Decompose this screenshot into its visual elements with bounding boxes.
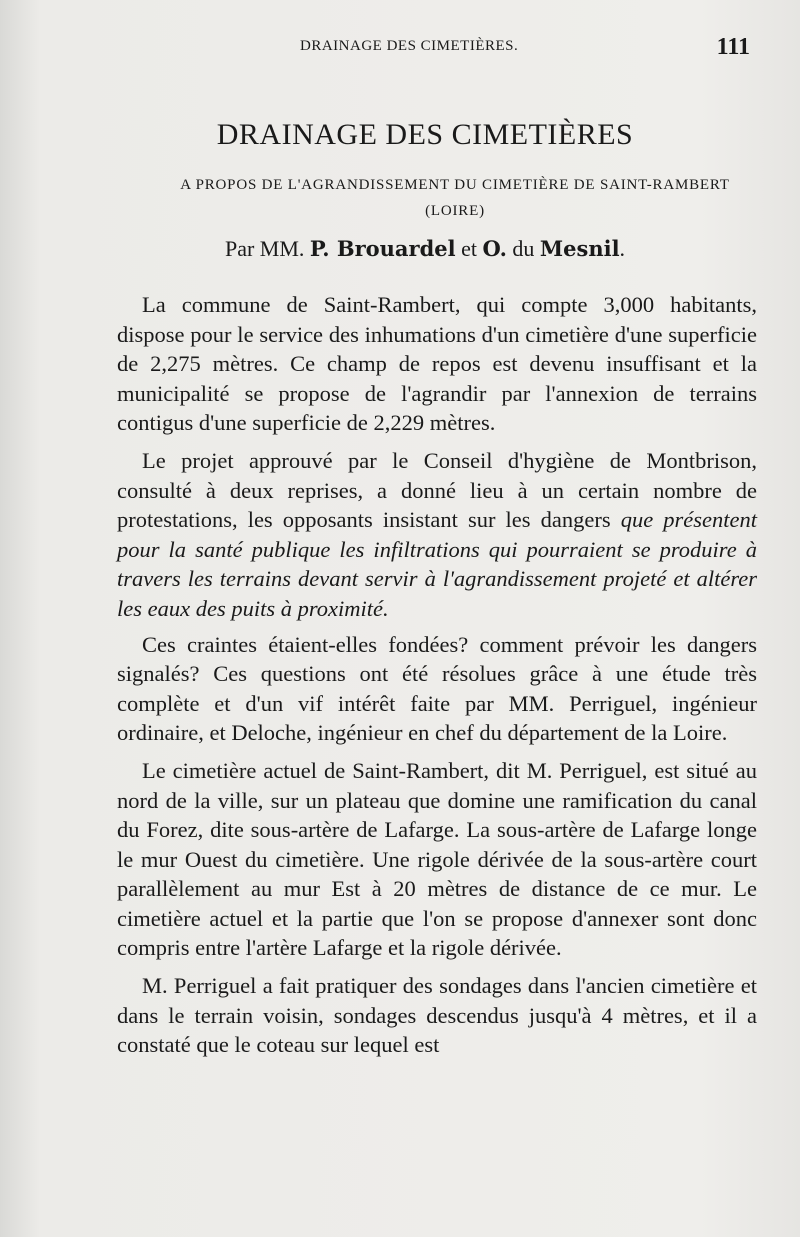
author-2-name: Mesnil <box>539 236 620 261</box>
paragraph-2-italic: que présentent pour la santé publique les infiltrations qui pourraient se produire à travers les terrains devant servir à l'agrandissement projeté et altérer les eaux des puits à proximité. <box>117 507 757 621</box>
article-subtitle <box>115 172 795 224</box>
authors-du: du <box>506 236 540 261</box>
paragraph-2-text: Le projet approuvé par le Conseil d'hygiène de Montbrison, consulté à deux reprises, a donné lieu à un certain nombre de protestations, les opposants insistant sur les dangers <box>117 447 757 533</box>
paragraph-5: M. Perriguel a fait pratiquer des sondages dans l'ancien cimetière et dans le terrain voisin, sondages descendus jusqu'à 4 mètres, et il a constaté que le coteau sur lequel est <box>117 973 757 1058</box>
authors-prefix: Par MM. <box>224 236 310 261</box>
article-title: DRAINAGE DES CIMETIÈRES <box>216 118 634 151</box>
running-head-title: DRAINAGE DES CIMETIÈRES. <box>300 38 519 54</box>
running-head <box>0 34 800 68</box>
authors-and: et <box>455 236 483 261</box>
subtitle-line-2: (LOIRE) <box>425 203 485 219</box>
authors-end: . <box>619 236 626 261</box>
article-body <box>117 290 757 1068</box>
paragraph-1: La commune de Saint-Rambert, qui compte 3,000 habitants, dispose pour le service des inhumations d'un cimetière d'une superficie de 2,275 mètres. Ce champ de repos est devenu insuffisant et la municipalité se propose de l'agrandir par l'annexion de terrains contigus d'une superficie de 2,229 mètres. <box>117 292 757 436</box>
page-number: 111 <box>716 34 750 60</box>
paragraph-4: Le cimetière actuel de Saint-Rambert, dit M. Perriguel, est situé au nord de la ville, sur un plateau que domine une ramification du canal du Forez, dite sous-artère de Lafarge. La sous-artère de Lafarge longe le mur Ouest du cimetière. Une rigole dérivée de la sous-artère court parallèlement au mur Est à 20 mètres de distance de ce mur. Le cimetière actuel et la partie que l'on se propose d'annexer sont donc compris entre l'artère Lafarge et la rigole dérivée. <box>117 757 757 961</box>
author-2-initial: O. <box>482 236 507 261</box>
paragraph-3: Ces craintes étaient-elles fondées? comment prévoir les dangers signalés? Ces questions ont été résolues grâce à une étude très complète et d'un vif intérêt faite par MM. Perriguel, ingénieur ordinaire, et Deloche, ingénieur en chef du département de la Loire. <box>117 631 757 746</box>
article-authors <box>0 236 800 262</box>
paragraph-2 <box>117 446 757 624</box>
author-1: P. Brouardel <box>309 236 456 261</box>
subtitle-line-1: A PROPOS DE L'AGRANDISSEMENT DU CIMETIÈRE DE SAINT-RAMBERT <box>180 177 730 193</box>
